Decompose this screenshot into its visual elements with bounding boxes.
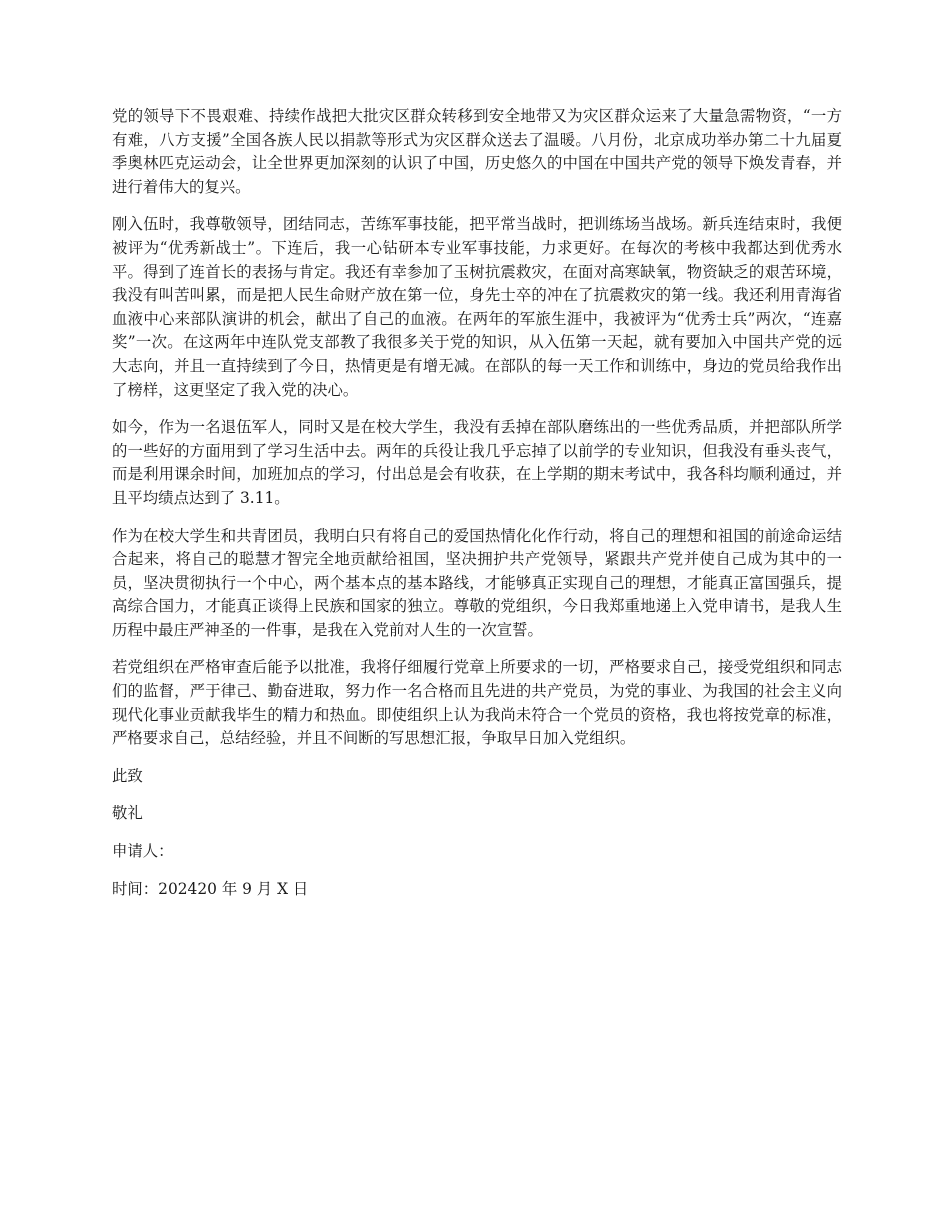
- paragraph-pledge: 若党组织在严格审查后能予以批准，我将仔细履行党章上所要求的一切，严格要求自己，接受党组织和同志们的监督，严于律己、勤奋进取，努力作一名合格而且先进的共产党员，为党的事业、为我国的社会主义向现代化事业贡献我毕生的精力和热血。即使组织上认为我尚未符合一个党员的资格，我也将按党章的标准，严格要求自己，总结经验，并且不间断的写思想汇报，争取早日加入党组织。: [112, 658, 842, 748]
- closing-text: 此致: [112, 766, 143, 785]
- date-line: 时间：202420 年 9 月 X 日: [112, 879, 309, 898]
- document-body: [112, 105, 842, 915]
- paragraph-military-service: 刚入伍时，我尊敬领导，团结同志，苦练军事技能，把平常当战时，把训练场当战场。新兵连结束时，我便被评为“优秀新战士”。下连后，我一心钻研本专业军事技能，力求更好。在每次的考核中我都达到优秀水平。得到了连首长的表扬与肯定。我还有幸参加了玉树抗震救灾，在面对高寒缺氧，物资缺乏的艰苦环境，我没有叫苦叫累，而是把人民生命财产放在第一位，身先士卒的冲在了抗震救灾的第一线。我还利用青海省血液中心来部队演讲的机会，献出了自己的血液。在两年的军旅生涯中，我被评为“优秀士兵”两次，“连嘉奖”一次。在这两年中连队党支部教了我很多关于党的知识，从入伍第一天起，就有要加入中国共产党的远大志向，并且一直持续到了今日，热情更是有增无减。在部队的每一天工作和训练中，身边的党员给我作出了榜样，这更坚定了我入党的决心。: [112, 215, 842, 399]
- paragraph-resolution: 作为在校大学生和共青团员，我明白只有将自己的爱国热情化化作行动，将自己的理想和祖国的前途命运结合起来，将自己的聪慧才智完全地贡献给祖国，坚决拥护共产党领导，紧跟共产党并使自己成为其中的一员，坚决贯彻执行一个中心，两个基本点的基本路线，才能够真正实现自己的理想，才能真正富国强兵，提高综合国力，才能真正谈得上民族和国家的独立。尊敬的党组织，今日我郑重地递上入党申请书，是我人生历程中最庄严神圣的一件事，是我在入党前对人生的一次宣誓。: [112, 526, 842, 639]
- paragraph-intro: 党的领导下不畏艰难、持续作战把大批灾区群众转移到安全地带又为灾区群众运来了大量急需物资，“一方有难，八方支援”全国各族人民以捐款等形式为灾区群众送去了温暖。八月份，北京成功举办第二十九届夏季奥林匹克运动会，让全世界更加深刻的认识了中国，历史悠久的中国在中国共产党的领导下焕发青春，并进行着伟大的复兴。: [112, 107, 842, 196]
- applicant-label: 申请人：: [112, 842, 174, 861]
- salute-text: 敬礼: [112, 804, 143, 823]
- paragraph-student-life: 如今，作为一名退伍军人，同时又是在校大学生，我没有丢掉在部队磨练出的一些优秀品质，并把部队所学的一些好的方面用到了学习生活中去。两年的兵役让我几乎忘掉了以前学的专业知识，但我没有垂头丧气，而是利用课余时间，加班加点的学习，付出总是会有收获，在上学期的期末考试中，我各科均顺利通过，并且平均绩点达到了 3.11。: [112, 418, 842, 507]
